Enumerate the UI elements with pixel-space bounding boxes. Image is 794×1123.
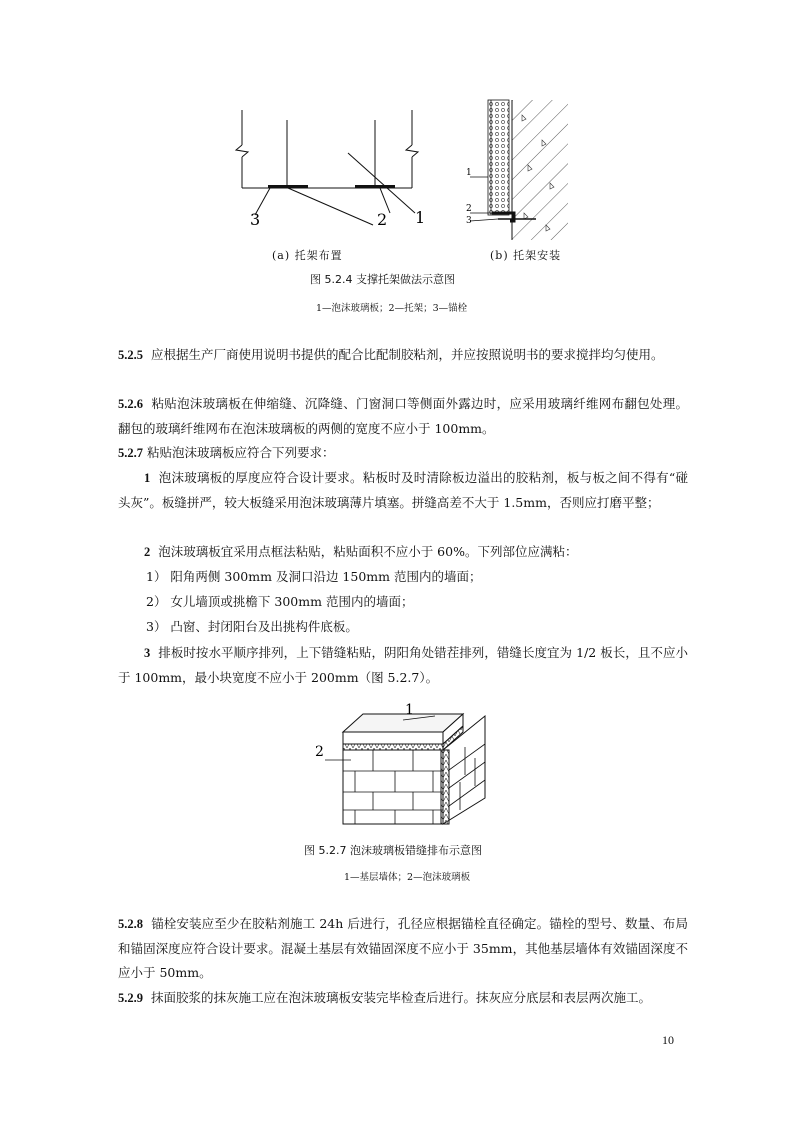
- label-a-3: 3: [250, 210, 261, 229]
- sub-item-1: 1） 阳角两侧 300mm 及洞口沿边 150mm 范围内的墙面；: [146, 569, 482, 584]
- bracket-left: [268, 185, 308, 188]
- figure-524-legend: 1—泡沫玻璃板；2—托架；3—锚栓: [316, 303, 468, 314]
- clause-text: 抹面胶浆的抹灰施工应在泡沫玻璃板安装完毕检查后进行。抹灰应分底层和表层两次施工。: [150, 990, 651, 1005]
- label-b-3: 3: [466, 216, 472, 226]
- label-a-1: 1: [415, 208, 426, 227]
- figure-527-caption: 图 5.2.7 泡沫玻璃板错缝排布示意图: [304, 844, 482, 857]
- item-text: 排板时按水平顺序排列，上下错缝粘贴，阴阳角处错茬排列，错缝长度宜为 1/2 板长，且不应小于 100mm，最小块宽度不应小于 200mm（图 5.2.7）。: [118, 645, 688, 685]
- item-number: 1: [144, 471, 151, 485]
- clause-text: 粘贴泡沫玻璃板应符合下列要求：: [146, 445, 335, 460]
- sub-item-3: 3） 凸窗、封闭阳台及出挑构件底板。: [146, 619, 358, 634]
- sub-caption-b: (b) 托架安装: [490, 249, 562, 262]
- figure-524-caption: 图 5.2.4 支撑托架做法示意图: [310, 273, 455, 286]
- sub-item-2: 2） 女儿墙顶或挑檐下 300mm 范围内的墙面；: [146, 594, 414, 609]
- clause-text: 锚栓安装应至少在胶粘剂施工 24h 后进行，孔径应根据锚栓直径确定。锚栓的型号、数量、布局和锚固深度应符合设计要求。混凝土基层有效锚固深度不应小于 35mm，其他基层墙体有效锚固深度不应小于 50mm。: [118, 916, 688, 980]
- clause-text: 应根据生产厂商使用说明书提供的配合比配制胶粘剂，并应按照说明书的要求搅拌均匀使用。: [150, 347, 664, 362]
- clause-number: 5.2.8: [118, 917, 143, 931]
- figure-527-legend: 1—基层墙体；2—泡沫玻璃板: [344, 872, 471, 883]
- clause-number: 5.2.5: [118, 348, 143, 362]
- clause-number: 5.2.6: [118, 397, 143, 411]
- item-text: 泡沫玻璃板的厚度应符合设计要求。粘板时及时清除板边溢出的胶粘剂，板与板之间不得有“碰头灰”。板缝拼严，较大板缝采用泡沫玻璃薄片填塞。拼缝高差不大于 1.5mm，否则应打磨平整；: [118, 470, 688, 510]
- figure-527-diagram: [305, 700, 505, 830]
- clause-number: 5.2.7: [118, 446, 143, 460]
- item-number: 3: [144, 646, 151, 660]
- clause-5-2-6: [118, 392, 688, 441]
- clause-5-2-7-item-3: [118, 641, 688, 690]
- label-b-1: 1: [466, 168, 472, 178]
- fig527-label-1: 1: [405, 702, 414, 718]
- label-a-2: 2: [377, 210, 388, 229]
- figure-524b-diagram: [458, 95, 573, 245]
- page-number: 10: [662, 1033, 674, 1047]
- label-b-2: 2: [466, 204, 472, 214]
- sub-caption-a: (a) 托架布置: [272, 249, 343, 262]
- clause-5-2-7-item-2: [118, 540, 688, 565]
- clause-text: 粘贴泡沫玻璃板在伸缩缝、沉降缝、门窗洞口等侧面外露边时，应采用玻璃纤维网布翻包处理。翻包的玻璃纤维网布在泡沫玻璃板的两侧的宽度不应小于 100mm。: [118, 396, 688, 436]
- clause-5-2-8: [118, 912, 688, 986]
- clause-5-2-7: [118, 441, 688, 466]
- figure-524a-diagram: [230, 95, 440, 245]
- item-text: 泡沫玻璃板宜采用点框法粘贴，粘贴面积不应小于 60%。下列部位应满粘：: [158, 544, 578, 559]
- bracket-profile: [492, 213, 514, 221]
- clause-number: 5.2.9: [118, 991, 143, 1005]
- clause-5-2-5: [118, 343, 688, 368]
- bracket-right: [355, 185, 395, 188]
- fig527-label-2: 2: [315, 744, 324, 760]
- item-number: 2: [144, 545, 151, 559]
- clause-5-2-7-item-1: [118, 466, 688, 515]
- clause-5-2-9: [118, 986, 688, 1011]
